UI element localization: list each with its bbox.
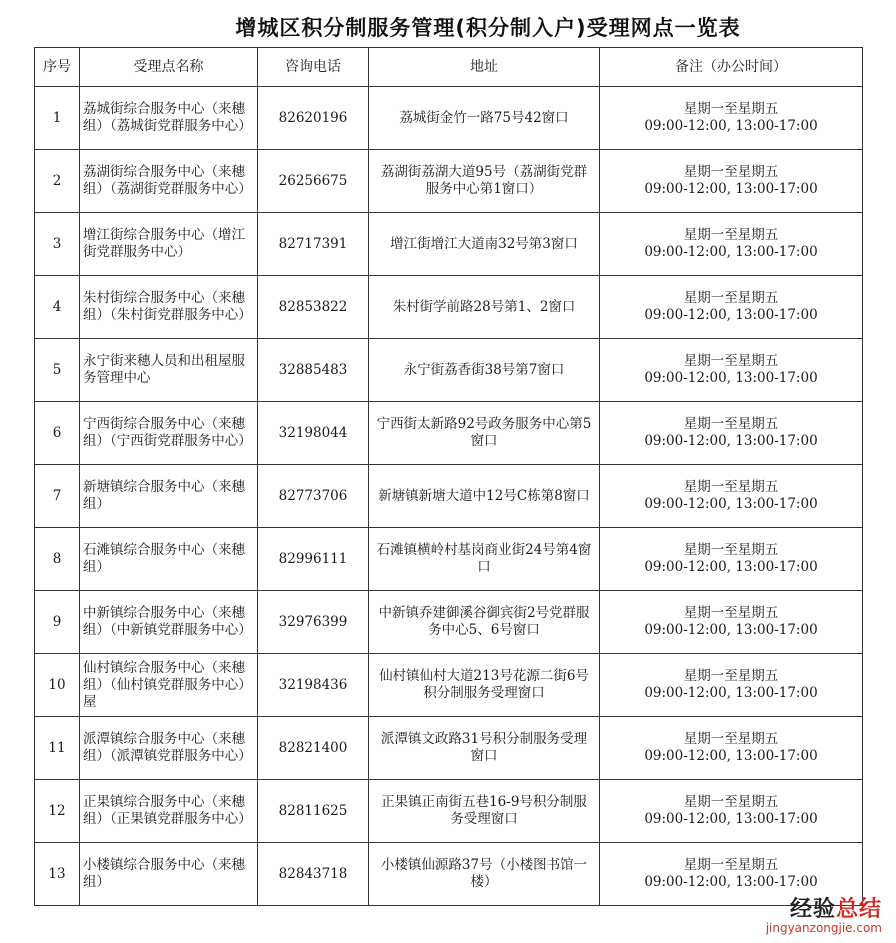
watermark-url: jingyanzongjie.com xyxy=(765,921,882,935)
office-days: 星期一至星期五 xyxy=(683,605,779,621)
cell-name: 增江街综合服务中心（增江街党群服务中心） xyxy=(80,213,258,276)
cell-phone: 82996111 xyxy=(258,528,369,591)
office-hours: 09:00-12:00, 13:00-17:00 xyxy=(644,685,818,701)
office-days: 星期一至星期五 xyxy=(683,857,779,873)
office-hours: 09:00-12:00, 13:00-17:00 xyxy=(644,244,818,260)
cell-phone: 82773706 xyxy=(258,465,369,528)
table-row xyxy=(35,528,863,591)
cell-seq: 6 xyxy=(35,402,80,465)
watermark-logo-accent: 总结 xyxy=(835,897,882,922)
cell-phone: 82620196 xyxy=(258,87,369,150)
cell-address: 宁西街太新路92号政务服务中心第5窗口 xyxy=(369,402,600,465)
office-hours: 09:00-12:00, 13:00-17:00 xyxy=(644,622,818,638)
cell-address: 荔城街金竹一路75号42窗口 xyxy=(369,87,600,150)
cell-note xyxy=(600,276,863,339)
table-row xyxy=(35,843,863,906)
cell-address: 荔湖街荔湖大道95号（荔湖街党群服务中心第1窗口） xyxy=(369,150,600,213)
cell-address: 小楼镇仙源路37号（小楼图书馆一楼） xyxy=(369,843,600,906)
cell-note xyxy=(600,150,863,213)
table-row xyxy=(35,591,863,654)
cell-name: 朱村街综合服务中心（来穗组）（朱村街党群服务中心） xyxy=(80,276,258,339)
cell-address: 石滩镇横岭村基岗商业街24号第4窗口 xyxy=(369,528,600,591)
cell-note xyxy=(600,717,863,780)
cell-phone: 82853822 xyxy=(258,276,369,339)
table-row xyxy=(35,213,863,276)
cell-seq: 4 xyxy=(35,276,80,339)
office-days: 星期一至星期五 xyxy=(683,542,779,558)
cell-phone: 32885483 xyxy=(258,339,369,402)
office-hours: 09:00-12:00, 13:00-17:00 xyxy=(644,181,818,197)
cell-address: 仙村镇仙村大道213号花源二街6号积分制服务受理窗口 xyxy=(369,654,600,717)
office-days: 星期一至星期五 xyxy=(683,353,779,369)
cell-seq: 11 xyxy=(35,717,80,780)
cell-address: 增江街增江大道南32号第3窗口 xyxy=(369,213,600,276)
cell-seq: 8 xyxy=(35,528,80,591)
cell-phone: 82843718 xyxy=(258,843,369,906)
cell-note xyxy=(600,528,863,591)
cell-name: 正果镇综合服务中心（来穗组）（正果镇党群服务中心） xyxy=(80,780,258,843)
cell-phone: 32976399 xyxy=(258,591,369,654)
cell-name: 新塘镇综合服务中心（来穗组） xyxy=(80,465,258,528)
cell-name: 石滩镇综合服务中心（来穗组） xyxy=(80,528,258,591)
office-hours: 09:00-12:00, 13:00-17:00 xyxy=(644,433,818,449)
watermark-logo xyxy=(766,892,882,923)
office-hours: 09:00-12:00, 13:00-17:00 xyxy=(644,811,818,827)
cell-name: 荔城街综合服务中心（来穗组）（荔城街党群服务中心） xyxy=(80,87,258,150)
cell-note xyxy=(600,87,863,150)
watermark xyxy=(766,892,882,935)
page-title: 增城区积分制服务管理(积分制入户)受理网点一览表 xyxy=(235,16,741,40)
table-row xyxy=(35,717,863,780)
cell-note xyxy=(600,339,863,402)
table-row xyxy=(35,150,863,213)
cell-name: 宁西街综合服务中心（来穗组）（宁西街党群服务中心） xyxy=(80,402,258,465)
service-points-table xyxy=(34,47,863,906)
cell-note xyxy=(600,213,863,276)
cell-address: 中新镇乔建御溪谷御宾街2号党群服务中心5、6号窗口 xyxy=(369,591,600,654)
office-days: 星期一至星期五 xyxy=(683,290,779,306)
cell-phone: 32198436 xyxy=(258,654,369,717)
table-row xyxy=(35,339,863,402)
cell-name: 中新镇综合服务中心（来穗组）（中新镇党群服务中心） xyxy=(80,591,258,654)
table-body xyxy=(35,87,863,906)
office-hours: 09:00-12:00, 13:00-17:00 xyxy=(644,559,818,575)
office-days: 星期一至星期五 xyxy=(683,101,779,117)
office-hours: 09:00-12:00, 13:00-17:00 xyxy=(644,118,818,134)
office-hours: 09:00-12:00, 13:00-17:00 xyxy=(644,370,818,386)
header-name: 受理点名称 xyxy=(80,48,258,87)
cell-name: 小楼镇综合服务中心（来穗组） xyxy=(80,843,258,906)
table-header-row xyxy=(35,48,863,87)
office-days: 星期一至星期五 xyxy=(683,731,779,747)
office-days: 星期一至星期五 xyxy=(683,227,779,243)
header-phone: 咨询电话 xyxy=(258,48,369,87)
cell-seq: 7 xyxy=(35,465,80,528)
cell-seq: 3 xyxy=(35,213,80,276)
table-row xyxy=(35,276,863,339)
office-hours: 09:00-12:00, 13:00-17:00 xyxy=(644,748,818,764)
office-hours: 09:00-12:00, 13:00-17:00 xyxy=(644,874,818,890)
office-days: 星期一至星期五 xyxy=(683,416,779,432)
cell-name: 荔湖街综合服务中心（来穗组）（荔湖街党群服务中心） xyxy=(80,150,258,213)
cell-seq: 9 xyxy=(35,591,80,654)
table-row xyxy=(35,87,863,150)
cell-note xyxy=(600,654,863,717)
cell-note xyxy=(600,780,863,843)
cell-phone: 26256675 xyxy=(258,150,369,213)
cell-address: 新塘镇新塘大道中12号C栋第8窗口 xyxy=(369,465,600,528)
header-note: 备注（办公时间） xyxy=(600,48,863,87)
office-days: 星期一至星期五 xyxy=(683,668,779,684)
cell-address: 派潭镇文政路31号积分制服务受理窗口 xyxy=(369,717,600,780)
cell-address: 永宁街荔香街38号第7窗口 xyxy=(369,339,600,402)
cell-phone: 82821400 xyxy=(258,717,369,780)
cell-seq: 2 xyxy=(35,150,80,213)
cell-seq: 13 xyxy=(35,843,80,906)
cell-phone: 32198044 xyxy=(258,402,369,465)
office-days: 星期一至星期五 xyxy=(683,794,779,810)
cell-name: 永宁街来穗人员和出租屋服务管理中心 xyxy=(80,339,258,402)
cell-name: 派潭镇综合服务中心（来穗组）（派潭镇党群服务中心） xyxy=(80,717,258,780)
header-seq: 序号 xyxy=(35,48,80,87)
table-row xyxy=(35,465,863,528)
office-days: 星期一至星期五 xyxy=(683,479,779,495)
table-row xyxy=(35,654,863,717)
watermark-logo-main: 经验 xyxy=(789,897,836,922)
cell-seq: 5 xyxy=(35,339,80,402)
cell-name: 仙村镇综合服务中心（来穗组）（仙村镇党群服务中心）屋 xyxy=(80,654,258,717)
cell-address: 朱村街学前路28号第1、2窗口 xyxy=(369,276,600,339)
office-hours: 09:00-12:00, 13:00-17:00 xyxy=(644,496,818,512)
cell-note xyxy=(600,465,863,528)
cell-note xyxy=(600,402,863,465)
table-row xyxy=(35,402,863,465)
cell-phone: 82717391 xyxy=(258,213,369,276)
header-address: 地址 xyxy=(369,48,600,87)
cell-note xyxy=(600,591,863,654)
office-days: 星期一至星期五 xyxy=(683,164,779,180)
table-row xyxy=(35,780,863,843)
cell-seq: 1 xyxy=(35,87,80,150)
office-hours: 09:00-12:00, 13:00-17:00 xyxy=(644,307,818,323)
cell-phone: 82811625 xyxy=(258,780,369,843)
cell-seq: 12 xyxy=(35,780,80,843)
cell-address: 正果镇正南街五巷16-9号积分制服务受理窗口 xyxy=(369,780,600,843)
cell-seq: 10 xyxy=(35,654,80,717)
